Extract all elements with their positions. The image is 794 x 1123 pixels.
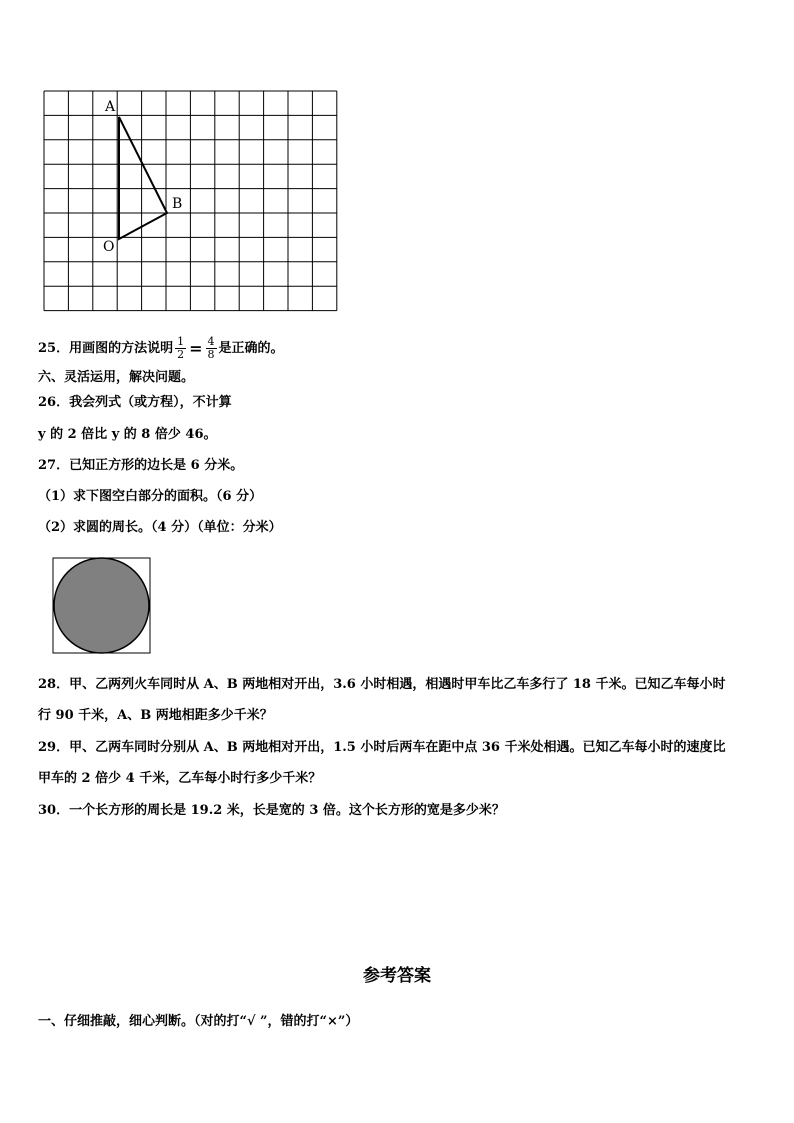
fraction-numerator: 1 (177, 335, 185, 348)
fraction-one-half (175, 336, 186, 361)
equals-sign: = (189, 338, 203, 358)
question-29-cont: 甲车的 2 倍少 4 千米，乙车每小时行多少千米？ (38, 771, 322, 786)
shaded-circle (54, 558, 149, 653)
answers-section-one: 一、仔细推敲，细心判断。（对的打“√ ”，错的打“×”） (38, 1014, 359, 1029)
question-26-expression: y 的 2 倍比 y 的 8 倍少 46。 (38, 427, 217, 442)
question-30: 30．一个长方形的周长是 19.2 米，长是宽的 3 倍。这个长方形的宽是多少米？ (38, 803, 505, 818)
grid-figure (0, 0, 794, 330)
q25-suffix: 是正确的。 (218, 341, 284, 356)
question-27-part-2: （2）求圆的周长。（4 分）（单位：分米） (38, 520, 282, 535)
question-27: 27．已知正方形的边长是 6 分米。 (38, 458, 244, 473)
section-six-heading: 六、灵活运用，解决问题。 (38, 370, 195, 385)
triangle-aob (119, 117, 167, 239)
fraction-four-eighths (206, 336, 217, 361)
label-o: O (103, 239, 115, 255)
fraction-denominator: 8 (207, 348, 215, 361)
fraction-denominator: 2 (177, 348, 185, 361)
grid-lines (44, 91, 337, 311)
question-28: 28．甲、乙两列火车同时从 A、B 两地相对开出，3.6 小时相遇，相遇时甲车比乙车多行了 18 千米。已知乙车每小时 (38, 677, 726, 692)
question-28-cont: 行 90 千米，A、B 两地相距多少千米？ (38, 708, 273, 723)
fraction-numerator: 4 (207, 335, 215, 348)
q25-prefix: 25．用画图的方法说明 (38, 341, 174, 356)
question-27-part-1: （1）求下图空白部分的面积。（6 分） (38, 489, 263, 504)
square-circle-figure (50, 556, 154, 656)
label-a: A (105, 99, 116, 115)
label-b: B (172, 196, 183, 212)
answers-title: 参考答案 (363, 966, 431, 986)
question-26: 26．我会列式（或方程），不计算 (38, 395, 232, 410)
question-29: 29．甲、乙两车同时分别从 A、B 两地相对开出，1.5 小时后两车在距中点 36 千米处相遇。已知乙车每小时的速度比 (38, 740, 726, 755)
question-25 (38, 336, 284, 361)
